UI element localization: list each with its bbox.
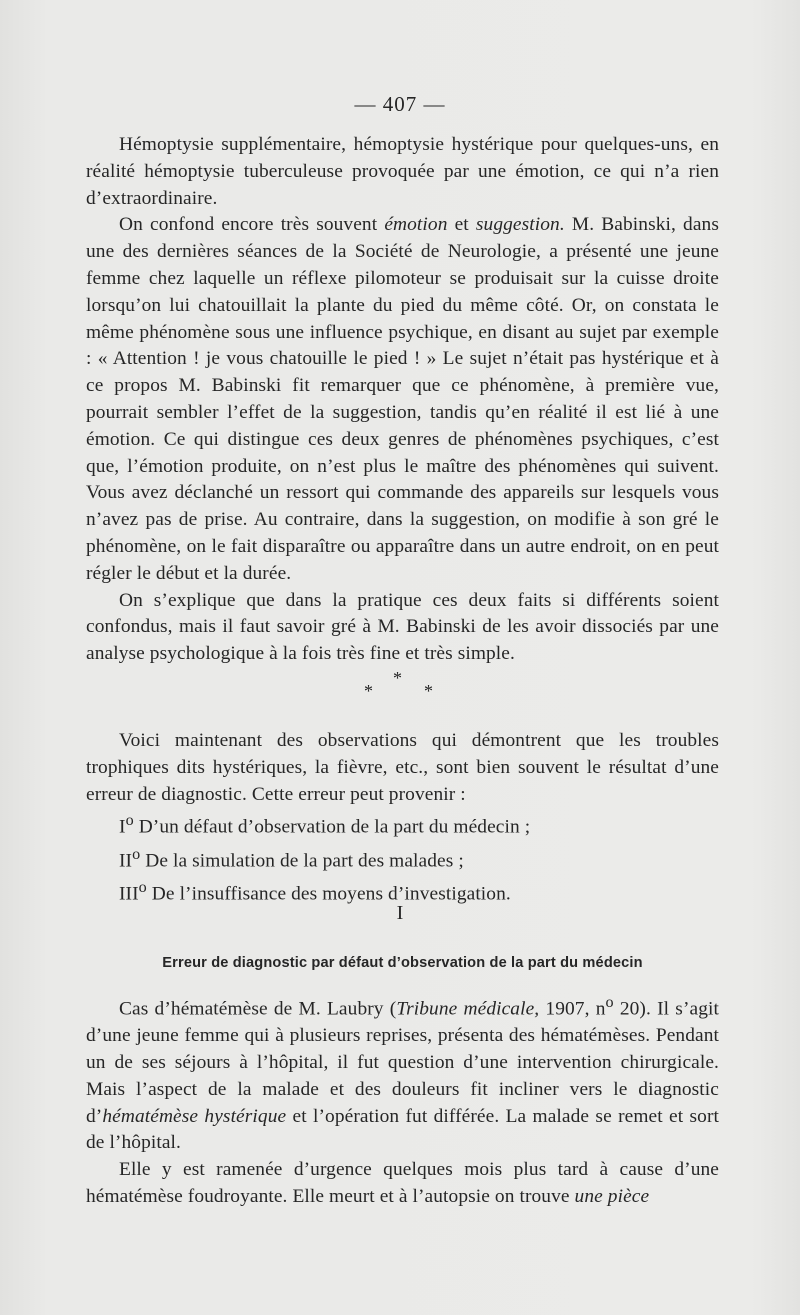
paragraph xyxy=(86,588,719,668)
list-item xyxy=(86,808,719,841)
list-text: De l’insuffisance des moyens d’investigation. xyxy=(146,883,511,905)
text-segment-sup: o xyxy=(605,994,614,1011)
text-segment: et xyxy=(447,214,476,236)
paragraph xyxy=(86,990,719,1157)
list-text: De la simulation de la part des malades ; xyxy=(140,850,464,872)
paragraph xyxy=(86,1157,719,1211)
text-segment: 1907, n xyxy=(539,998,606,1020)
text-segment-italic: émotion xyxy=(384,214,448,236)
text-block-observations xyxy=(86,728,719,908)
text-block-opening xyxy=(86,132,719,668)
text-segment-italic: une pièce xyxy=(574,1186,650,1208)
paragraph xyxy=(86,132,719,212)
text-segment: On s’explique que dans la pratique ces deux faits si différents soient confondus, mais il faut savoir gré à M. Babinski de les avoir dissociés par une analyse psychologique à la fois très fine et très simple. xyxy=(86,589,719,665)
asterism-star: * xyxy=(393,668,402,688)
text-segment: On confond encore très souvent xyxy=(119,214,385,236)
list-numeral: III xyxy=(119,883,139,905)
text-segment: et l’opération fut différée. La malade se remet et sort de l’hôpital. xyxy=(86,1105,719,1154)
text-block-case xyxy=(86,990,719,1211)
list-item xyxy=(86,842,719,875)
list-text: D’un défaut d’observation de la part du médecin ; xyxy=(133,816,531,838)
asterism-star: * xyxy=(364,681,373,701)
list-numeral-sup: o xyxy=(132,845,141,863)
text-segment-italic: hématémèse hystérique xyxy=(102,1105,287,1127)
asterism-divider xyxy=(0,668,800,708)
asterism-star: * xyxy=(424,681,433,701)
section-heading: Erreur de diagnostic par défaut d’observation de la part du médecin xyxy=(162,955,643,971)
text-segment-italic: Tribune médicale, xyxy=(396,998,540,1020)
text-segment: M. Babinski, dans une des dernières séances de la Société de Neurologie, a présenté une jeune femme chez laquelle un réflexe pilomoteur se produisait sur la cuisse droite lorsqu’on lui chatouillait la plante du pied du même côté. Or, on constata le même phénomène sous une influence psychique, en disant au sujet par exemple : « Attention ! je vous chatouille le pied ! » Le sujet n’était pas hystérique et à ce propos M. Babinski fit remarquer que ce phénomène, à première vue, pourrait sembler l’effet de la suggestion, tandis qu’en réalité il est lié à une émotion. Ce qui distingue ces deux genres de phénomènes psychiques, c’est que, l’émotion produite, on n’est plus le maître des phénomènes qui suivent. Vous avez déclanché un ressort qui commande des appareils sur lesquels vous n’avez pas de prise. Au contraire, dans la suggestion, on modifie à son gré le phénomène, on le fait disparaître ou apparaître dans un autre endroit, on en peut régler le début et la durée. xyxy=(86,214,719,584)
text-segment: Elle y est ramenée d’urgence quelques mois plus tard à cause d’une hématémèse foudroyante. Elle meurt et à l’autopsie on trouve xyxy=(86,1159,719,1208)
text-segment: Cas d’hématémèse de M. Laubry ( xyxy=(119,998,397,1020)
list-numeral: II xyxy=(119,850,133,872)
list-numeral-sup: o xyxy=(138,878,147,896)
text-segment: Hémoptysie supplémentaire, hémoptysie hystérique pour quelques-uns, en réalité hémoptysie tuberculeuse provoquée par une émotion, ce qui n’a rien d’extraordinaire. xyxy=(86,134,719,209)
page-number: — 407 — xyxy=(354,92,446,116)
text-segment-italic: suggestion. xyxy=(475,214,565,236)
list-numeral-sup: o xyxy=(125,812,134,830)
text-segment: 20). Il s’agit d’une jeune femme qui à plusieurs reprises, présenta des hématémèses. Pendant un de ses séjours à l’hôpital, il fut question d’une intervention chirurgicale. Mais l’aspect de la malade et des douleurs fit incliner vers le diagnostic d’ xyxy=(86,998,719,1127)
list-numeral: I xyxy=(119,816,126,838)
section-numeral: I xyxy=(396,902,404,924)
paragraph: Voici maintenant des observations qui démontrent que les troubles trophiques dits hystériques, la fièvre, etc., sont bien souvent le résultat d’une erreur de diagnostic. Cette erreur peut provenir : xyxy=(86,730,719,805)
paragraph xyxy=(86,212,719,587)
